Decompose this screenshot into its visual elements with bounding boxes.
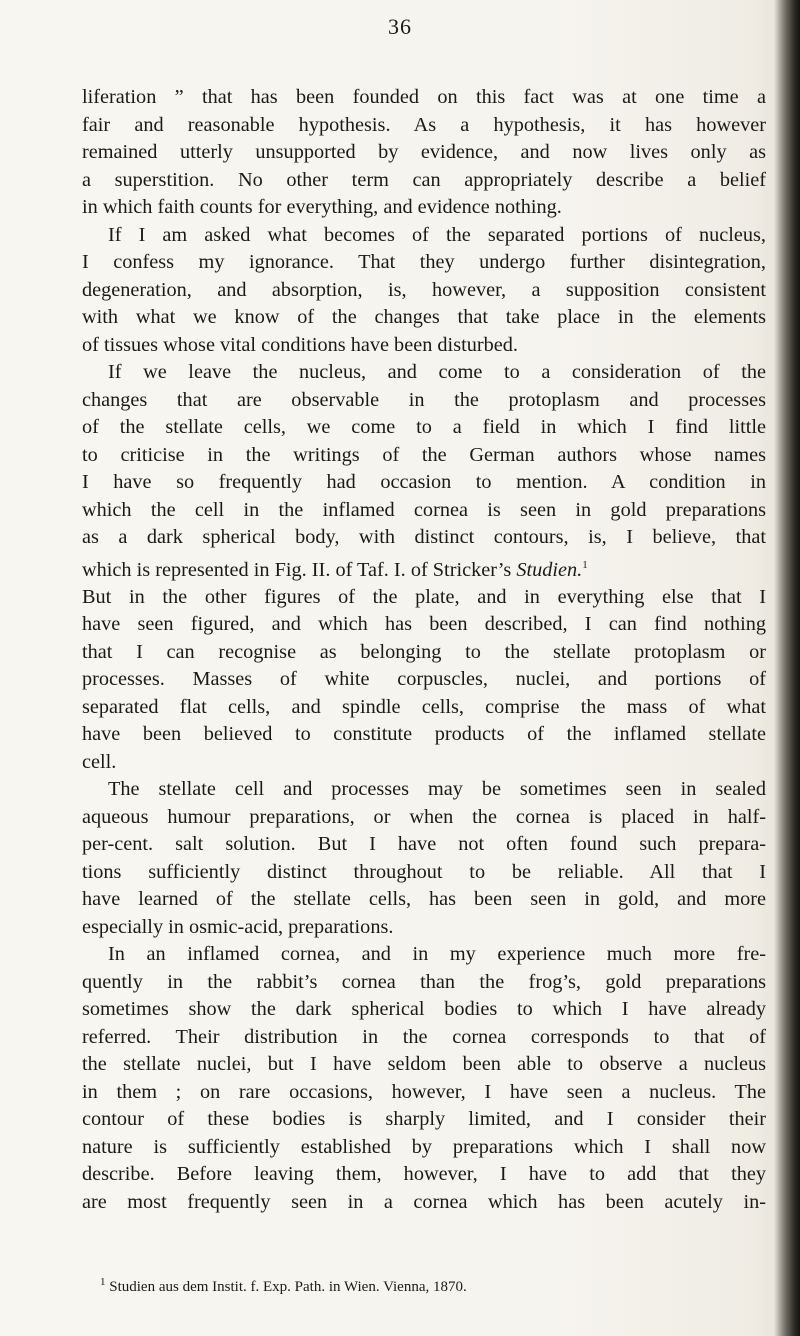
text-line: liferation ” that has been founded on this fact was at one time a bbox=[82, 86, 766, 108]
text-line: I confess my ignorance. That they undergo further disintegration, bbox=[82, 251, 766, 273]
text-line: with what we know of the changes that take place in the elements bbox=[82, 306, 766, 328]
text-line: If I am asked what becomes of the separated portions of nucleus, bbox=[108, 223, 766, 246]
text-line: which the cell in the inflamed cornea is seen in gold preparations bbox=[82, 498, 766, 521]
page-binding-edge bbox=[774, 0, 800, 1336]
text-line: describe. Before leaving them, however, I have to add that they bbox=[82, 1163, 766, 1186]
text-line: have learned of the stellate cells, has been seen in gold, and more bbox=[82, 888, 766, 911]
text-line: processes. Masses of white corpuscles, nuclei, and portions of bbox=[82, 668, 766, 691]
text-line: referred. Their distribution in the cornea corresponds to that of bbox=[82, 1025, 766, 1048]
page-number: 36 bbox=[388, 14, 412, 39]
text-line: as a dark spherical body, with distinct contours, is, I believe, that bbox=[82, 526, 766, 548]
text-line: changes that are observable in the protoplasm and processes bbox=[82, 388, 766, 411]
text-line: degeneration, and absorption, is, however, a supposition consistent bbox=[82, 278, 766, 301]
text-line: quently in the rabbit’s cornea than the frog’s, gold preparations bbox=[82, 970, 766, 993]
text-line: per-cent. salt solution. But I have not often found such prepara- bbox=[82, 833, 766, 856]
text-line bbox=[82, 552, 766, 584]
text-line: But in the other figures of the plate, and in everything else that I bbox=[82, 585, 766, 608]
footnote bbox=[100, 1276, 740, 1296]
text-line: are most frequently seen in a cornea which has been acutely in- bbox=[82, 1190, 766, 1213]
text-line: sometimes show the dark spherical bodies to which I have already bbox=[82, 998, 766, 1021]
text-line: contour of these bodies is sharply limited, and I consider their bbox=[82, 1108, 766, 1131]
text-line: in which faith counts for everything, and evidence nothing. bbox=[82, 196, 562, 218]
text-line: of tissues whose vital conditions have been disturbed. bbox=[82, 333, 518, 356]
text-line: The stellate cell and processes may be sometimes seen in sealed bbox=[108, 778, 766, 801]
text-line: the stellate nuclei, but I have seldom been able to observe a nucleus bbox=[82, 1053, 766, 1076]
text-line: separated flat cells, and spindle cells, comprise the mass of what bbox=[82, 695, 766, 718]
text-line: If we leave the nucleus, and come to a consideration of the bbox=[108, 361, 766, 383]
footnote-text: Studien aus dem Instit. f. Exp. Path. in Wien. Vienna, 1870. bbox=[109, 1279, 467, 1295]
text-line: have seen figured, and which has been described, I can find nothing bbox=[82, 613, 766, 636]
text-line: In an inflamed cornea, and in my experience much more fre- bbox=[108, 943, 766, 966]
text-line: a superstition. No other term can appropriately describe a belief bbox=[82, 168, 766, 191]
footnote-ref: 1 bbox=[582, 558, 588, 571]
text-line: aqueous humour preparations, or when the cornea is placed in half- bbox=[82, 805, 766, 828]
text-line: tions sufficiently distinct throughout to be reliable. All that I bbox=[82, 860, 766, 883]
text-line: I have so frequently had occasion to mention. A condition in bbox=[82, 471, 766, 493]
body-text bbox=[82, 84, 766, 1216]
footnote-marker: 1 bbox=[100, 1276, 106, 1288]
text-line: remained utterly unsupported by evidence, and now lives only as bbox=[82, 141, 766, 163]
text-line-part: which is represented in Fig. II. of Taf. I. of Stricker’s bbox=[82, 558, 517, 581]
text-line: that I can recognise as belonging to the stellate protoplasm or bbox=[82, 640, 766, 663]
text-line: in them ; on rare occasions, however, I have seen a nucleus. The bbox=[82, 1080, 766, 1103]
text-line: cell. bbox=[82, 750, 117, 773]
text-line: of the stellate cells, we come to a field in which I find little bbox=[82, 416, 766, 438]
text-line: fair and reasonable hypothesis. As a hypothesis, it has however bbox=[82, 113, 766, 136]
text-line: especially in osmic-acid, preparations. bbox=[82, 915, 394, 938]
text-line: have been believed to constitute products of the inflamed stellate bbox=[82, 723, 766, 746]
text-line: to criticise in the writings of the German authors whose names bbox=[82, 443, 766, 466]
studien-title: Studien. bbox=[516, 558, 583, 581]
text-line: nature is sufficiently established by preparations which I shall now bbox=[82, 1135, 766, 1158]
